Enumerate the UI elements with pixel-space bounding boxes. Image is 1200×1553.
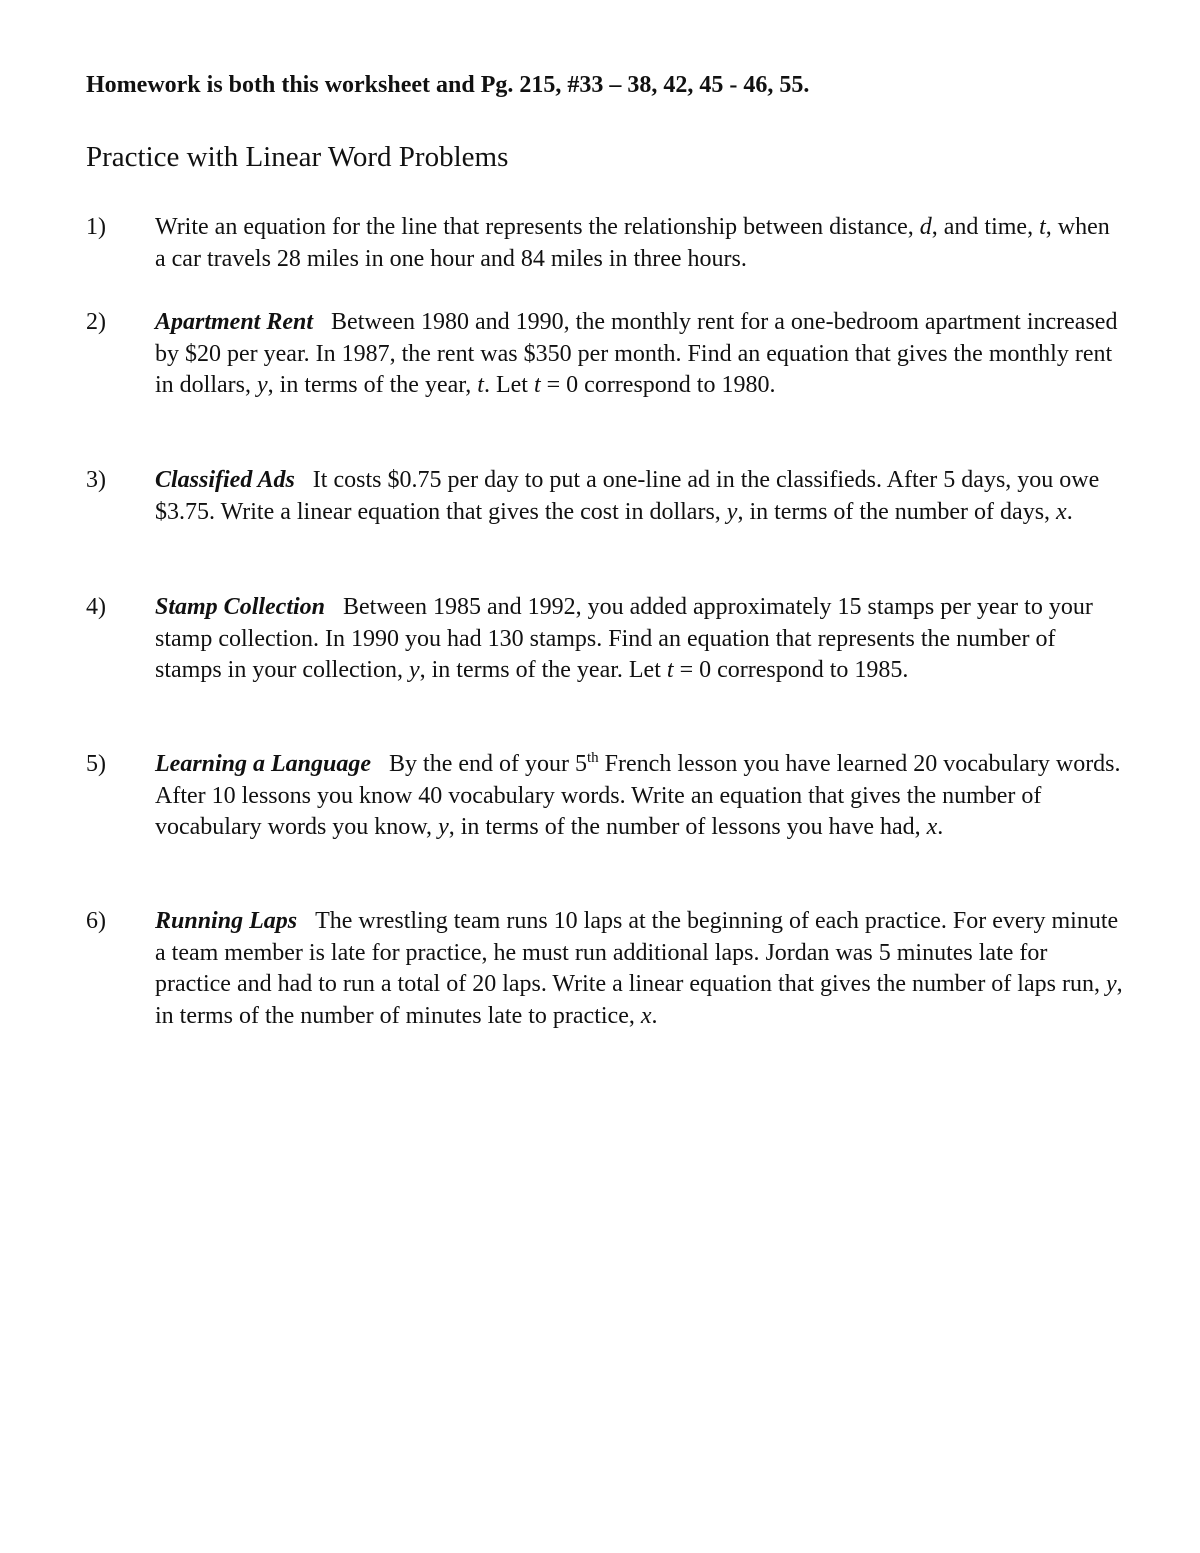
- problem-number: 4): [86, 594, 106, 620]
- variable: d: [919, 214, 932, 240]
- problem-text-part: .: [651, 1002, 658, 1029]
- problem-text-part: .: [1066, 498, 1073, 525]
- homework-instructions: Homework is both this worksheet and Pg. 215, #33 – 38, 42, 45 - 46, 55.: [86, 72, 810, 98]
- problem-text-part: Between 1985 and 1992, you added approximately 15 stamps per year to your stamp collection. In 1990 you had 130 stamps. Find an equation that represents the number of stamps in your collection,: [155, 594, 1093, 684]
- problem-number: 6): [86, 908, 106, 934]
- variable: y: [1105, 971, 1117, 998]
- problem-number: 2): [86, 309, 106, 335]
- problem-text-part: , when a car travels 28 miles in one hour and 84 miles in three hours.: [155, 214, 1110, 272]
- problem-topic: Running Laps: [155, 908, 298, 934]
- problem-topic: Learning a Language: [155, 751, 372, 777]
- ordinal-superscript: th: [587, 750, 599, 766]
- problem-text: [155, 307, 1125, 402]
- problem-text-part: , in terms of the number of lessons you have had,: [448, 814, 927, 841]
- problem-text: [155, 212, 1125, 275]
- page-title: Practice with Linear Word Problems: [86, 141, 509, 173]
- problem-text-part: By the end of your 5: [389, 751, 587, 777]
- variable: y: [257, 372, 268, 399]
- problem-text-part: Write an equation for the line that represents the relationship between distance,: [155, 214, 920, 240]
- problem-text-part: = 0 correspond to 1980.: [540, 372, 776, 399]
- problem-text-part: , in terms of the year,: [267, 372, 478, 399]
- problem-number: 1): [86, 214, 106, 240]
- problem-text-part: .: [937, 814, 944, 841]
- variable: t: [533, 372, 541, 399]
- problem-text-part: , in terms of the year. Let: [419, 657, 667, 684]
- problem-text-part: = 0 correspond to 1985.: [673, 657, 909, 684]
- problem-text-part: , in terms of the number of days,: [737, 498, 1057, 525]
- variable: x: [640, 1002, 652, 1029]
- variable: x: [1056, 498, 1067, 525]
- problem-text-part: . Let: [483, 372, 534, 399]
- problem-text: [155, 592, 1125, 687]
- variable: t: [1039, 214, 1046, 240]
- problem-text-part: , in terms of the number of minutes late to practice,: [155, 971, 1123, 1029]
- problem-text-part: French lesson you have learned 20 vocabulary words. After 10 lessons you know 40 vocabulary words. Write an equation that gives the number of vocabulary words you know,: [155, 751, 1121, 841]
- variable: t: [477, 372, 484, 399]
- problem-text-part: Between 1980 and 1990, the monthly rent for a one-bedroom apartment increased by $20 per year. In 1987, the rent was $350 per month. Find an equation that gives the monthly rent in dollars,: [155, 309, 1118, 399]
- problem-text-part: , and time,: [931, 214, 1040, 240]
- problem-text: [155, 749, 1125, 844]
- problem-topic: Stamp Collection: [155, 594, 326, 620]
- problem-topic: Classified Ads: [155, 467, 295, 493]
- problem-text-part: The wrestling team runs 10 laps at the beginning of each practice. For every minute a team member is late for practice, he must run additional laps. Jordan was 5 minutes late for practice and had to run a total of 20 laps. Write a linear equation that gives the number of laps run,: [155, 908, 1119, 998]
- variable: y: [726, 498, 738, 525]
- problem-number: 3): [86, 467, 106, 493]
- problem-text: [155, 906, 1125, 1032]
- variable: t: [666, 657, 674, 684]
- problem-text: [155, 465, 1125, 528]
- variable: y: [438, 814, 449, 841]
- problem-topic: Apartment Rent: [155, 309, 314, 335]
- variable: y: [408, 657, 420, 684]
- variable: x: [926, 814, 938, 841]
- problem-text-part: It costs $0.75 per day to put a one-line ad in the classifieds. After 5 days, you owe $3.75. Write a linear equation that gives the cost in dollars,: [155, 467, 1100, 525]
- problem-number: 5): [86, 751, 106, 777]
